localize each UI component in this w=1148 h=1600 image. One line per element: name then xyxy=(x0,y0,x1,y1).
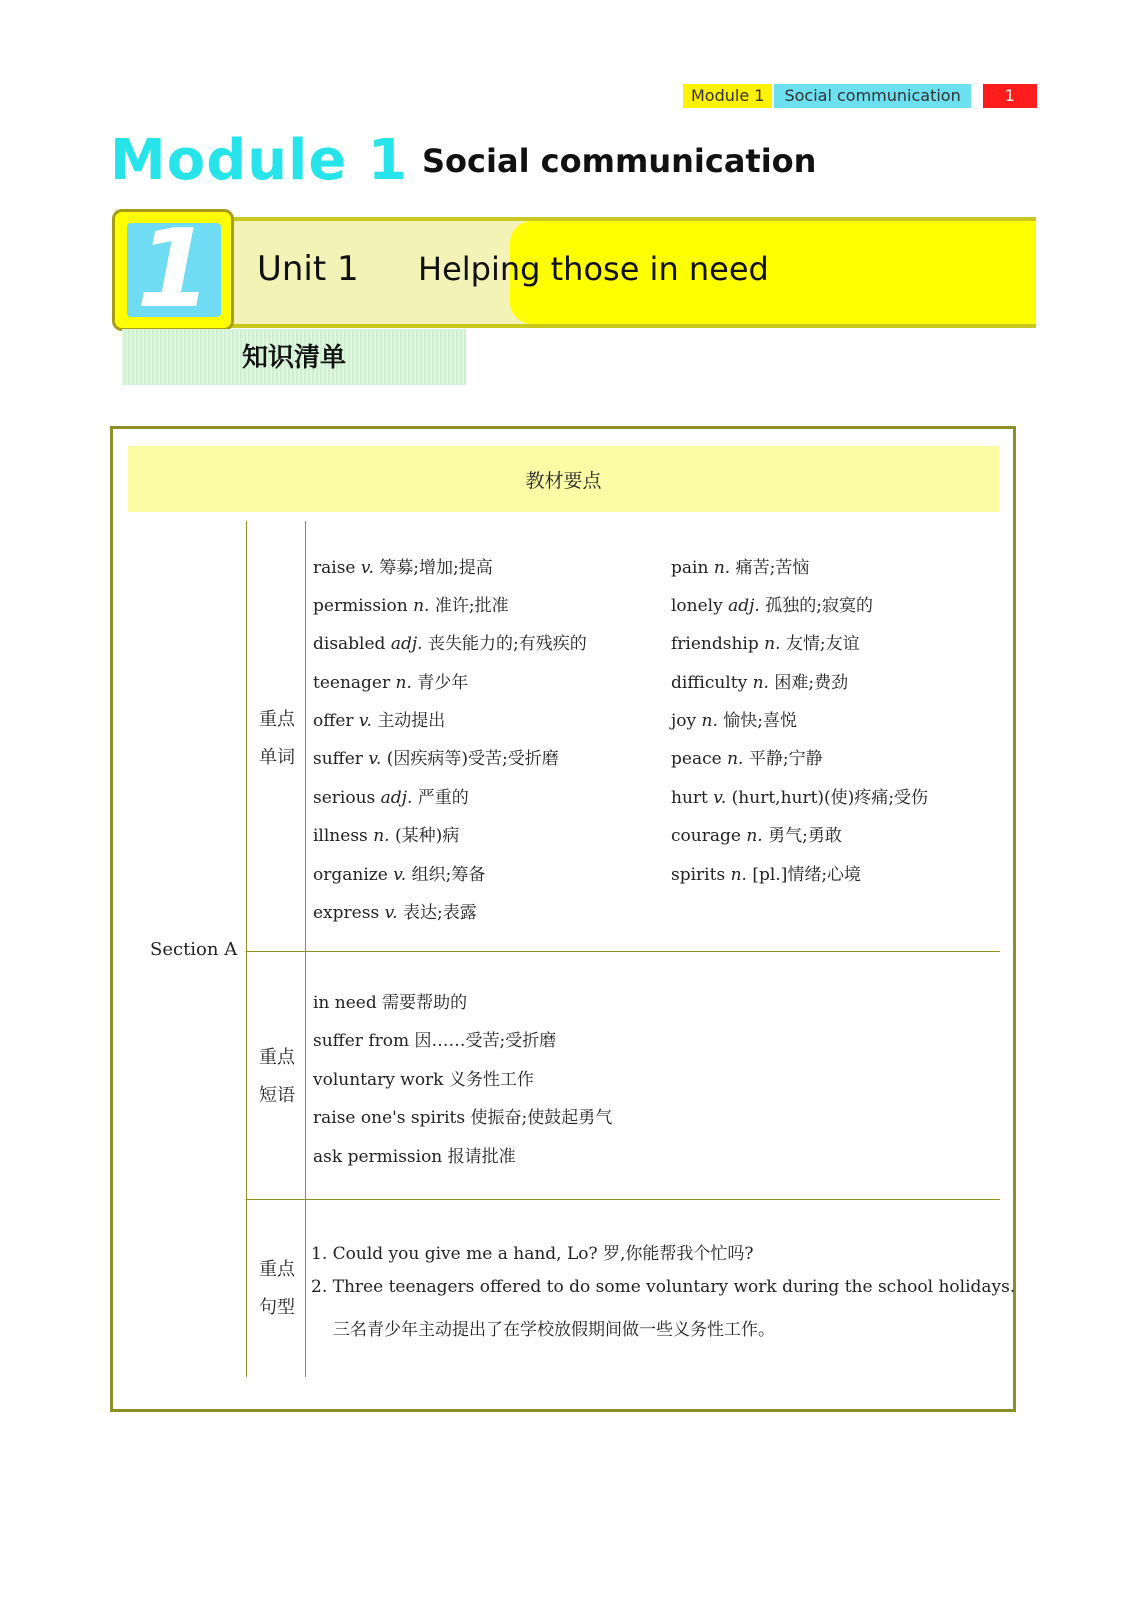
category-words xyxy=(257,701,297,777)
sentence-translation: 三名青少年主动提出了在学校放假期间做一些义务性工作。 xyxy=(333,1320,775,1340)
word-entry: serious adj. 严重的 xyxy=(313,788,469,808)
word-entry: lonely adj. 孤独的;寂寞的 xyxy=(671,596,873,616)
category-sentences-line-2: 句型 xyxy=(259,1297,295,1318)
module-subtitle: Social communication xyxy=(422,142,817,180)
word-entry: teenager n. 青少年 xyxy=(313,673,469,693)
word-entry: peace n. 平静;宁静 xyxy=(671,749,823,769)
table-heading: 教材要点 xyxy=(525,470,602,492)
section-label: Section A xyxy=(150,939,238,960)
word-entry: hurt v. (hurt,hurt)(使)疼痛;受伤 xyxy=(671,788,929,808)
category-words-line-2: 单词 xyxy=(259,747,295,768)
sentence-entry: 2. Three teenagers offered to do some voluntary work during the school holidays. xyxy=(311,1277,1016,1297)
phrase-entry: raise one's spirits 使振奋;使鼓起勇气 xyxy=(313,1108,613,1128)
unit-title: Helping those in need xyxy=(418,250,769,288)
column-divider-left xyxy=(246,521,247,1377)
section-tag: 知识清单 xyxy=(242,343,347,373)
word-entry: suffer v. (因疾病等)受苦;受折磨 xyxy=(313,749,559,769)
category-phrases-line-2: 短语 xyxy=(259,1085,295,1106)
word-entry: courage n. 勇气;勇敢 xyxy=(671,826,842,846)
unit-banner xyxy=(112,217,1036,328)
word-entry: pain n. 痛苦;苦恼 xyxy=(671,558,810,578)
phrase-entry: ask permission 报请批准 xyxy=(313,1147,516,1167)
unit-label: Unit 1 xyxy=(257,249,359,289)
category-words-line-1: 重点 xyxy=(259,709,295,730)
module-title: Module 1 xyxy=(110,128,408,193)
phrase-entry: suffer from 因……受苦;受折磨 xyxy=(313,1031,557,1051)
knowledge-table xyxy=(110,426,1016,1412)
phrase-entry: voluntary work 义务性工作 xyxy=(313,1070,534,1090)
word-entry: permission n. 准许;批准 xyxy=(313,596,509,616)
sentence-entry: 1. Could you give me a hand, Lo? 罗,你能帮我个忙吗? xyxy=(311,1244,754,1264)
running-header xyxy=(683,84,1037,108)
category-phrases xyxy=(257,1039,297,1115)
word-entry: joy n. 愉快;喜悦 xyxy=(671,711,798,731)
row-divider-1 xyxy=(246,951,1000,952)
word-entry: friendship n. 友情;友谊 xyxy=(671,634,860,654)
category-sentences-line-1: 重点 xyxy=(259,1259,295,1280)
row-divider-2 xyxy=(246,1199,1000,1200)
word-entry: illness n. (某种)病 xyxy=(313,826,460,846)
word-entry: organize v. 组织;筹备 xyxy=(313,865,486,885)
phrase-entry: in need 需要帮助的 xyxy=(313,993,468,1013)
word-entry: raise v. 筹募;增加;提高 xyxy=(313,558,493,578)
word-entry: express v. 表达;表露 xyxy=(313,903,477,923)
unit-number-badge xyxy=(112,209,234,331)
running-header-module: Module 1 xyxy=(683,84,772,108)
unit-number: 1 xyxy=(136,223,212,317)
category-sentences xyxy=(257,1251,297,1327)
word-entry: offer v. 主动提出 xyxy=(313,711,446,731)
word-entry: disabled adj. 丧失能力的;有残疾的 xyxy=(313,634,587,654)
category-phrases-line-1: 重点 xyxy=(259,1047,295,1068)
column-divider-right xyxy=(305,521,306,1377)
word-entry: difficulty n. 困难;费劲 xyxy=(671,673,849,693)
unit-number-tile xyxy=(127,223,221,317)
page-number: 1 xyxy=(983,84,1037,108)
word-entry: spirits n. [pl.]情绪;心境 xyxy=(671,865,862,885)
table-heading-bar xyxy=(128,446,999,512)
running-header-title: Social communication xyxy=(774,84,970,108)
